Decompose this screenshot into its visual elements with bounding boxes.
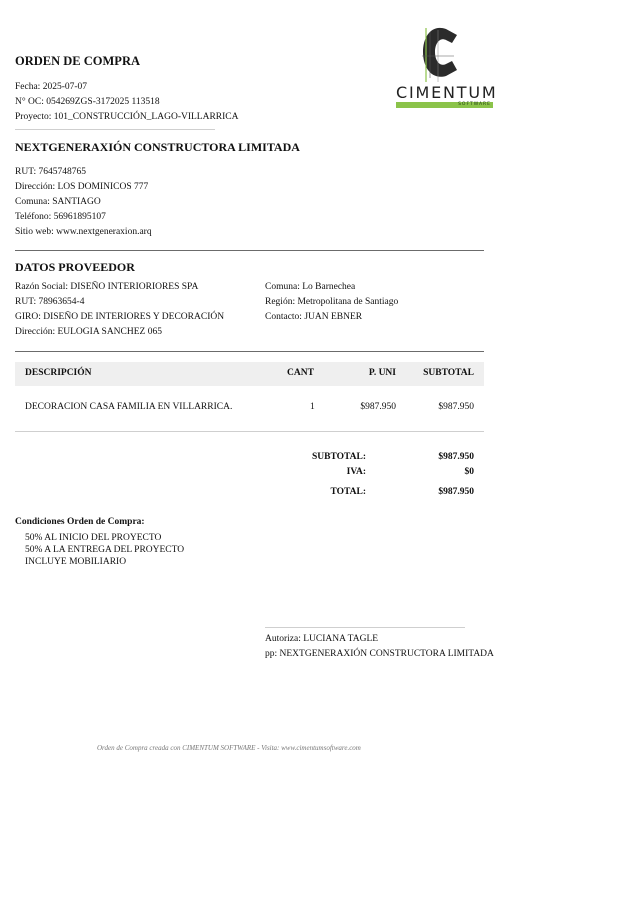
iva-value: $0 xyxy=(464,467,474,477)
total-label: TOTAL: xyxy=(330,487,366,497)
company-phone: Teléfono: 56961895107 xyxy=(15,212,106,222)
col-quantity: CANT xyxy=(287,368,314,378)
supplier-contact: Contacto: JUAN EBNER xyxy=(265,312,363,322)
iva-label: IVA: xyxy=(346,467,366,477)
row-subtotal: $987.950 xyxy=(438,402,474,412)
supplier-region: Región: Metropolitana de Santiago xyxy=(265,297,399,307)
company-name: NEXTGENERAXIÓN CONSTRUCTORA LIMITADA xyxy=(15,140,300,154)
supplier-commune: Comuna: Lo Barnechea xyxy=(265,282,356,292)
logo-name: CIMENTUM xyxy=(396,83,498,102)
company-logo xyxy=(396,26,498,111)
supplier-section-title: DATOS PROVEEDOR xyxy=(15,260,135,274)
supplier-name: Razón Social: DISEÑO INTERIORIORES SPA xyxy=(15,282,199,292)
condition-item: 50% AL INICIO DEL PROYECTO xyxy=(25,533,162,543)
total-value: $987.950 xyxy=(438,487,474,497)
row-quantity: 1 xyxy=(310,402,315,412)
company-website: Sitio web: www.nextgeneraxion.arq xyxy=(15,227,152,237)
cimentum-c-icon xyxy=(396,26,494,84)
table-bottom-divider xyxy=(15,431,484,432)
supplier-address: Dirección: EULOGIA SANCHEZ 065 xyxy=(15,327,162,337)
table-row xyxy=(15,386,484,431)
row-description: DECORACION CASA FAMILIA EN VILLARRICA. xyxy=(25,402,233,412)
subtotal-label: SUBTOTAL: xyxy=(311,452,366,462)
company-commune: Comuna: SANTIAGO xyxy=(15,197,101,207)
footer-note: Orden de Compra creada con CIMENTUM SOFTWARE - Visita: www.cimentumsoftware.com xyxy=(97,744,361,752)
subtotal-value: $987.950 xyxy=(438,452,474,462)
table-header xyxy=(15,362,484,386)
conditions-title: Condiciones Orden de Compra: xyxy=(15,517,145,527)
col-description: DESCRIPCIÓN xyxy=(25,368,92,378)
company-rut: RUT: 7645748765 xyxy=(15,167,87,177)
company-address: Dirección: LOS DOMINICOS 777 xyxy=(15,182,149,192)
supplier-divider xyxy=(15,351,484,352)
supplier-rut: RUT: 78963654-4 xyxy=(15,297,85,307)
signature-authorizer: Autoriza: LUCIANA TAGLE xyxy=(265,634,379,644)
conditions-list xyxy=(25,532,184,568)
company-divider xyxy=(15,250,484,251)
col-unit-price: P. UNI xyxy=(368,368,396,378)
col-subtotal: SUBTOTAL xyxy=(423,368,474,378)
row-unit-price: $987.950 xyxy=(360,402,396,412)
page-title: ORDEN DE COMPRA xyxy=(15,54,140,68)
signature-line xyxy=(265,627,465,628)
project-name: Proyecto: 101_CONSTRUCCIÓN_LAGO-VILLARRICA xyxy=(15,112,239,122)
condition-item: 50% A LA ENTREGA DEL PROYECTO xyxy=(25,545,185,555)
supplier-business: GIRO: DISEÑO DE INTERIORES Y DECORACIÓN xyxy=(15,312,225,322)
signature-company: pp: NEXTGENERAXIÓN CONSTRUCTORA LIMITADA xyxy=(265,649,494,659)
logo-subtitle: SOFTWARE xyxy=(458,102,491,107)
header-divider xyxy=(15,129,215,130)
order-date: Fecha: 2025-07-07 xyxy=(15,82,88,92)
order-number: N° OC: 054269ZGS-3172025 113518 xyxy=(15,97,160,107)
condition-item: INCLUYE MOBILIARIO xyxy=(25,557,127,567)
